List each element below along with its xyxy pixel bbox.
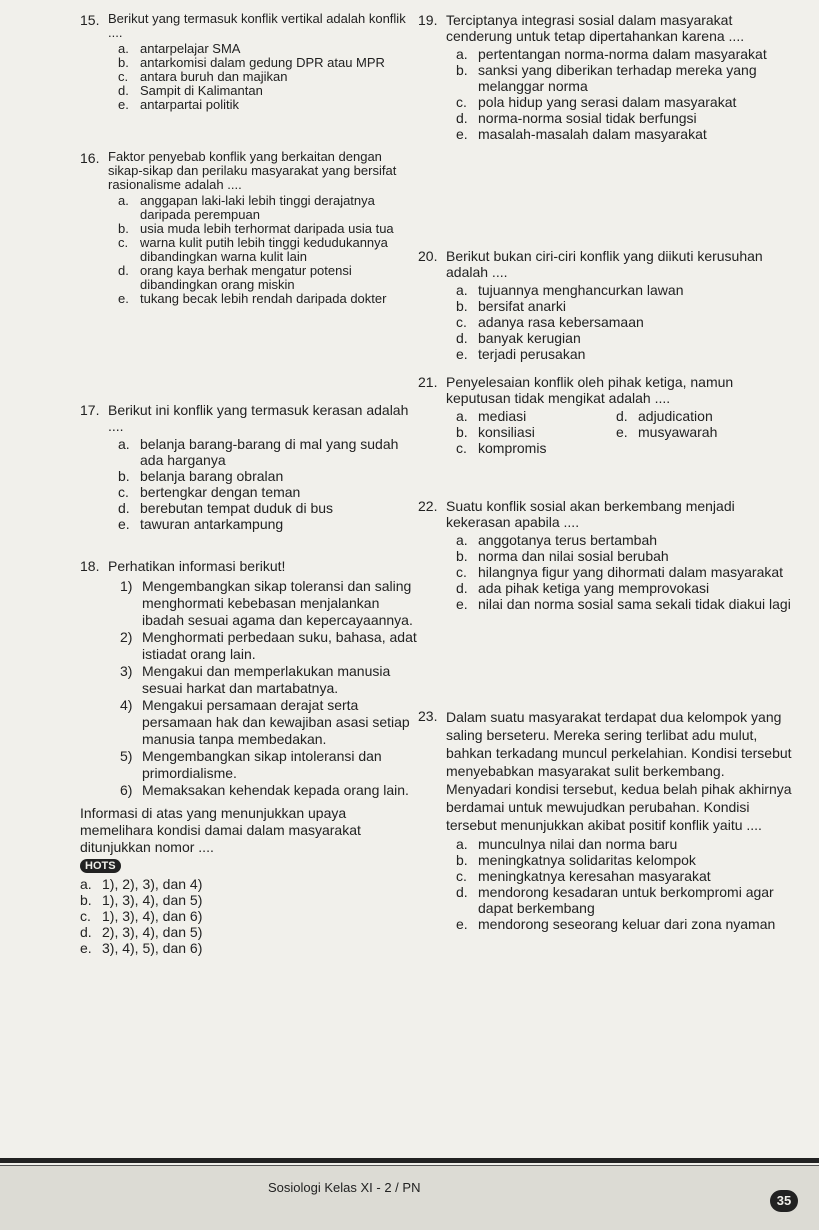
question-19 (418, 12, 793, 142)
info-item: 5) Mengembangkan sikap intoleransi dan primordialisme. (120, 748, 382, 781)
option-b[interactable]: b. meningkatnya solidaritas kelompok (456, 852, 696, 868)
option-d[interactable]: d. ada pihak ketiga yang memprovokasi (456, 580, 710, 596)
option-a[interactable]: a. 1), 2), 3), dan 4) (80, 876, 203, 892)
option-e[interactable]: e. musyawarah (616, 424, 718, 440)
option-e[interactable]: e. tawuran antarkampung (118, 516, 284, 532)
question-22 (418, 498, 793, 612)
question-stem: Perhatikan informasi berikut! (108, 558, 286, 574)
question-stem: Suatu konflik sosial akan berkembang menjadi kekerasan apabila .... (446, 498, 735, 530)
footer-band (0, 1166, 819, 1230)
question-number: 21. (418, 374, 438, 390)
hots-badge: HOTS (80, 859, 121, 873)
question-number: 20. (418, 248, 438, 264)
option-e[interactable]: e. 3), 4), 5), dan 6) (80, 940, 203, 956)
question-number: 17. (80, 402, 100, 418)
question-17 (80, 402, 420, 532)
option-c[interactable]: c. bertengkar dengan teman (118, 484, 301, 500)
option-e[interactable]: e. mendorong seseorang keluar dari zona nyaman (456, 916, 776, 932)
info-item: 3) Mengakui dan memperlakukan manusia sesuai harkat dan martabatnya. (120, 663, 391, 696)
option-d[interactable]: d. norma-norma sosial tidak berfungsi (456, 110, 697, 126)
question-16 (80, 150, 420, 306)
option-c[interactable]: c. adanya rasa kebersamaan (456, 314, 644, 330)
option-a[interactable]: a. anggapan laki-laki lebih tinggi derajatnya daripada perempuan (118, 193, 375, 222)
option-d[interactable]: d. berebutan tempat duduk di bus (118, 500, 334, 516)
option-e[interactable]: e. tukang becak lebih rendah daripada dokter (118, 291, 387, 306)
option-a[interactable]: a. belanja barang-barang di mal yang sudah ada harganya (118, 436, 399, 468)
info-item: 6) Memaksakan kehendak kepada orang lain. (120, 782, 409, 798)
option-d[interactable]: d. banyak kerugian (456, 330, 581, 346)
option-b[interactable]: b. sanksi yang diberikan terhadap mereka yang melanggar norma (456, 62, 757, 94)
option-b[interactable]: b. antarkomisi dalam gedung DPR atau MPR (118, 55, 385, 70)
info-item: 2) Menghormati perbedaan suku, bahasa, adat istiadat orang lain. (120, 629, 417, 662)
option-d[interactable]: d. orang kaya berhak mengatur potensi dibandingkan orang miskin (118, 263, 352, 292)
option-c[interactable]: c. antara buruh dan majikan (118, 69, 288, 84)
question-23 (418, 708, 793, 932)
option-b[interactable]: b. belanja barang obralan (118, 468, 284, 484)
question-stem: Dalam suatu masyarakat terdapat dua kelompok yang saling berseteru. Mereka sering terlibat adu mulut, bahkan terkadang muncul perkelahian. Kondisi tersebut menyebabkan masyarakat sulit berkembang. Menyadari kondisi tersebut, kedua belah pihak akhirnya berdamai untuk mewujudkan perubahan. Kondisi tersebut menunjukkan akibat positif konflik yaitu .... (446, 709, 792, 833)
option-b[interactable]: b. bersifat anarki (456, 298, 566, 314)
question-stem: Terciptanya integrasi sosial dalam masyarakat cenderung untuk tetap dipertahankan karena .... (446, 12, 745, 44)
question-stem: Faktor penyebab konflik yang berkaitan dengan sikap-sikap dan perilaku masyarakat yang bersifat rasionalisme adalah .... (108, 149, 397, 192)
option-a[interactable]: a. antarpelajar SMA (118, 41, 241, 56)
option-c[interactable]: c. warna kulit putih lebih tinggi kedudukannya dibandingkan warna kulit lain (118, 235, 388, 264)
info-item: 4) Mengakui persamaan derajat serta persamaan hak dan kewajiban asasi setiap manusia tanpa membedakan. (120, 697, 410, 747)
question-stem: Berikut ini konflik yang termasuk kerasan adalah .... (108, 402, 409, 434)
question-stem: Berikut yang termasuk konflik vertikal adalah konflik .... (108, 11, 406, 40)
option-d[interactable]: d. mendorong kesadaran untuk berkompromi agar dapat berkembang (456, 884, 774, 916)
info-item: 1) Mengembangkan sikap toleransi dan saling menghormati kebebasan menjalankan ibadah sesuai agama dan kepercayaannya. (120, 578, 413, 628)
question-number: 23. (418, 708, 438, 724)
question-number: 16. (80, 150, 100, 166)
option-b[interactable]: b. konsiliasi (456, 424, 535, 440)
option-e[interactable]: e. masalah-masalah dalam masyarakat (456, 126, 707, 142)
question-stem: Penyelesaian konflik oleh pihak ketiga, namun keputusan tidak mengikat adalah .... (446, 374, 734, 406)
option-d[interactable]: d. Sampit di Kalimantan (118, 83, 263, 98)
option-b[interactable]: b. usia muda lebih terhormat daripada usia tua (118, 221, 394, 236)
option-a[interactable]: a. munculnya nilai dan norma baru (456, 836, 678, 852)
option-e[interactable]: e. nilai dan norma sosial sama sekali tidak diakui lagi (456, 596, 791, 612)
option-b[interactable]: b. 1), 3), 4), dan 5) (80, 892, 203, 908)
option-a[interactable]: a. pertentangan norma-norma dalam masyarakat (456, 46, 767, 62)
question-number: 22. (418, 498, 438, 514)
question-15 (80, 12, 420, 112)
option-a[interactable]: a. mediasi (456, 408, 527, 424)
option-c[interactable]: c. meningkatnya keresahan masyarakat (456, 868, 711, 884)
option-b[interactable]: b. norma dan nilai sosial berubah (456, 548, 669, 564)
option-c[interactable]: c. pola hidup yang serasi dalam masyarakat (456, 94, 737, 110)
question-number: 19. (418, 12, 438, 28)
option-c[interactable]: c. hilangnya figur yang dihormati dalam masyarakat (456, 564, 784, 580)
question-number: 18. (80, 558, 100, 574)
option-d[interactable]: d. adjudication (616, 408, 713, 424)
footer-book-title: Sosiologi Kelas XI - 2 / PN (268, 1180, 421, 1195)
question-number: 15. (80, 12, 100, 28)
option-e[interactable]: e. antarpartai politik (118, 97, 239, 112)
option-c[interactable]: c. 1), 3), 4), dan 6) (80, 908, 203, 924)
question-closing: Informasi di atas yang menunjukkan upaya memelihara kondisi damai dalam masyarakat ditunjukkan nomor .... (80, 805, 361, 855)
question-stem: Berikut bukan ciri-ciri konflik yang diikuti kerusuhan adalah .... (446, 248, 763, 280)
question-21 (418, 374, 793, 456)
footer-rule (0, 1158, 819, 1163)
question-20 (418, 248, 793, 362)
option-c[interactable]: c. kompromis (456, 440, 547, 456)
option-a[interactable]: a. anggotanya terus bertambah (456, 532, 658, 548)
option-a[interactable]: a. tujuannya menghancurkan lawan (456, 282, 684, 298)
question-18 (80, 558, 420, 956)
option-d[interactable]: d. 2), 3), 4), dan 5) (80, 924, 203, 940)
page-number: 35 (770, 1190, 798, 1212)
option-e[interactable]: e. terjadi perusakan (456, 346, 586, 362)
